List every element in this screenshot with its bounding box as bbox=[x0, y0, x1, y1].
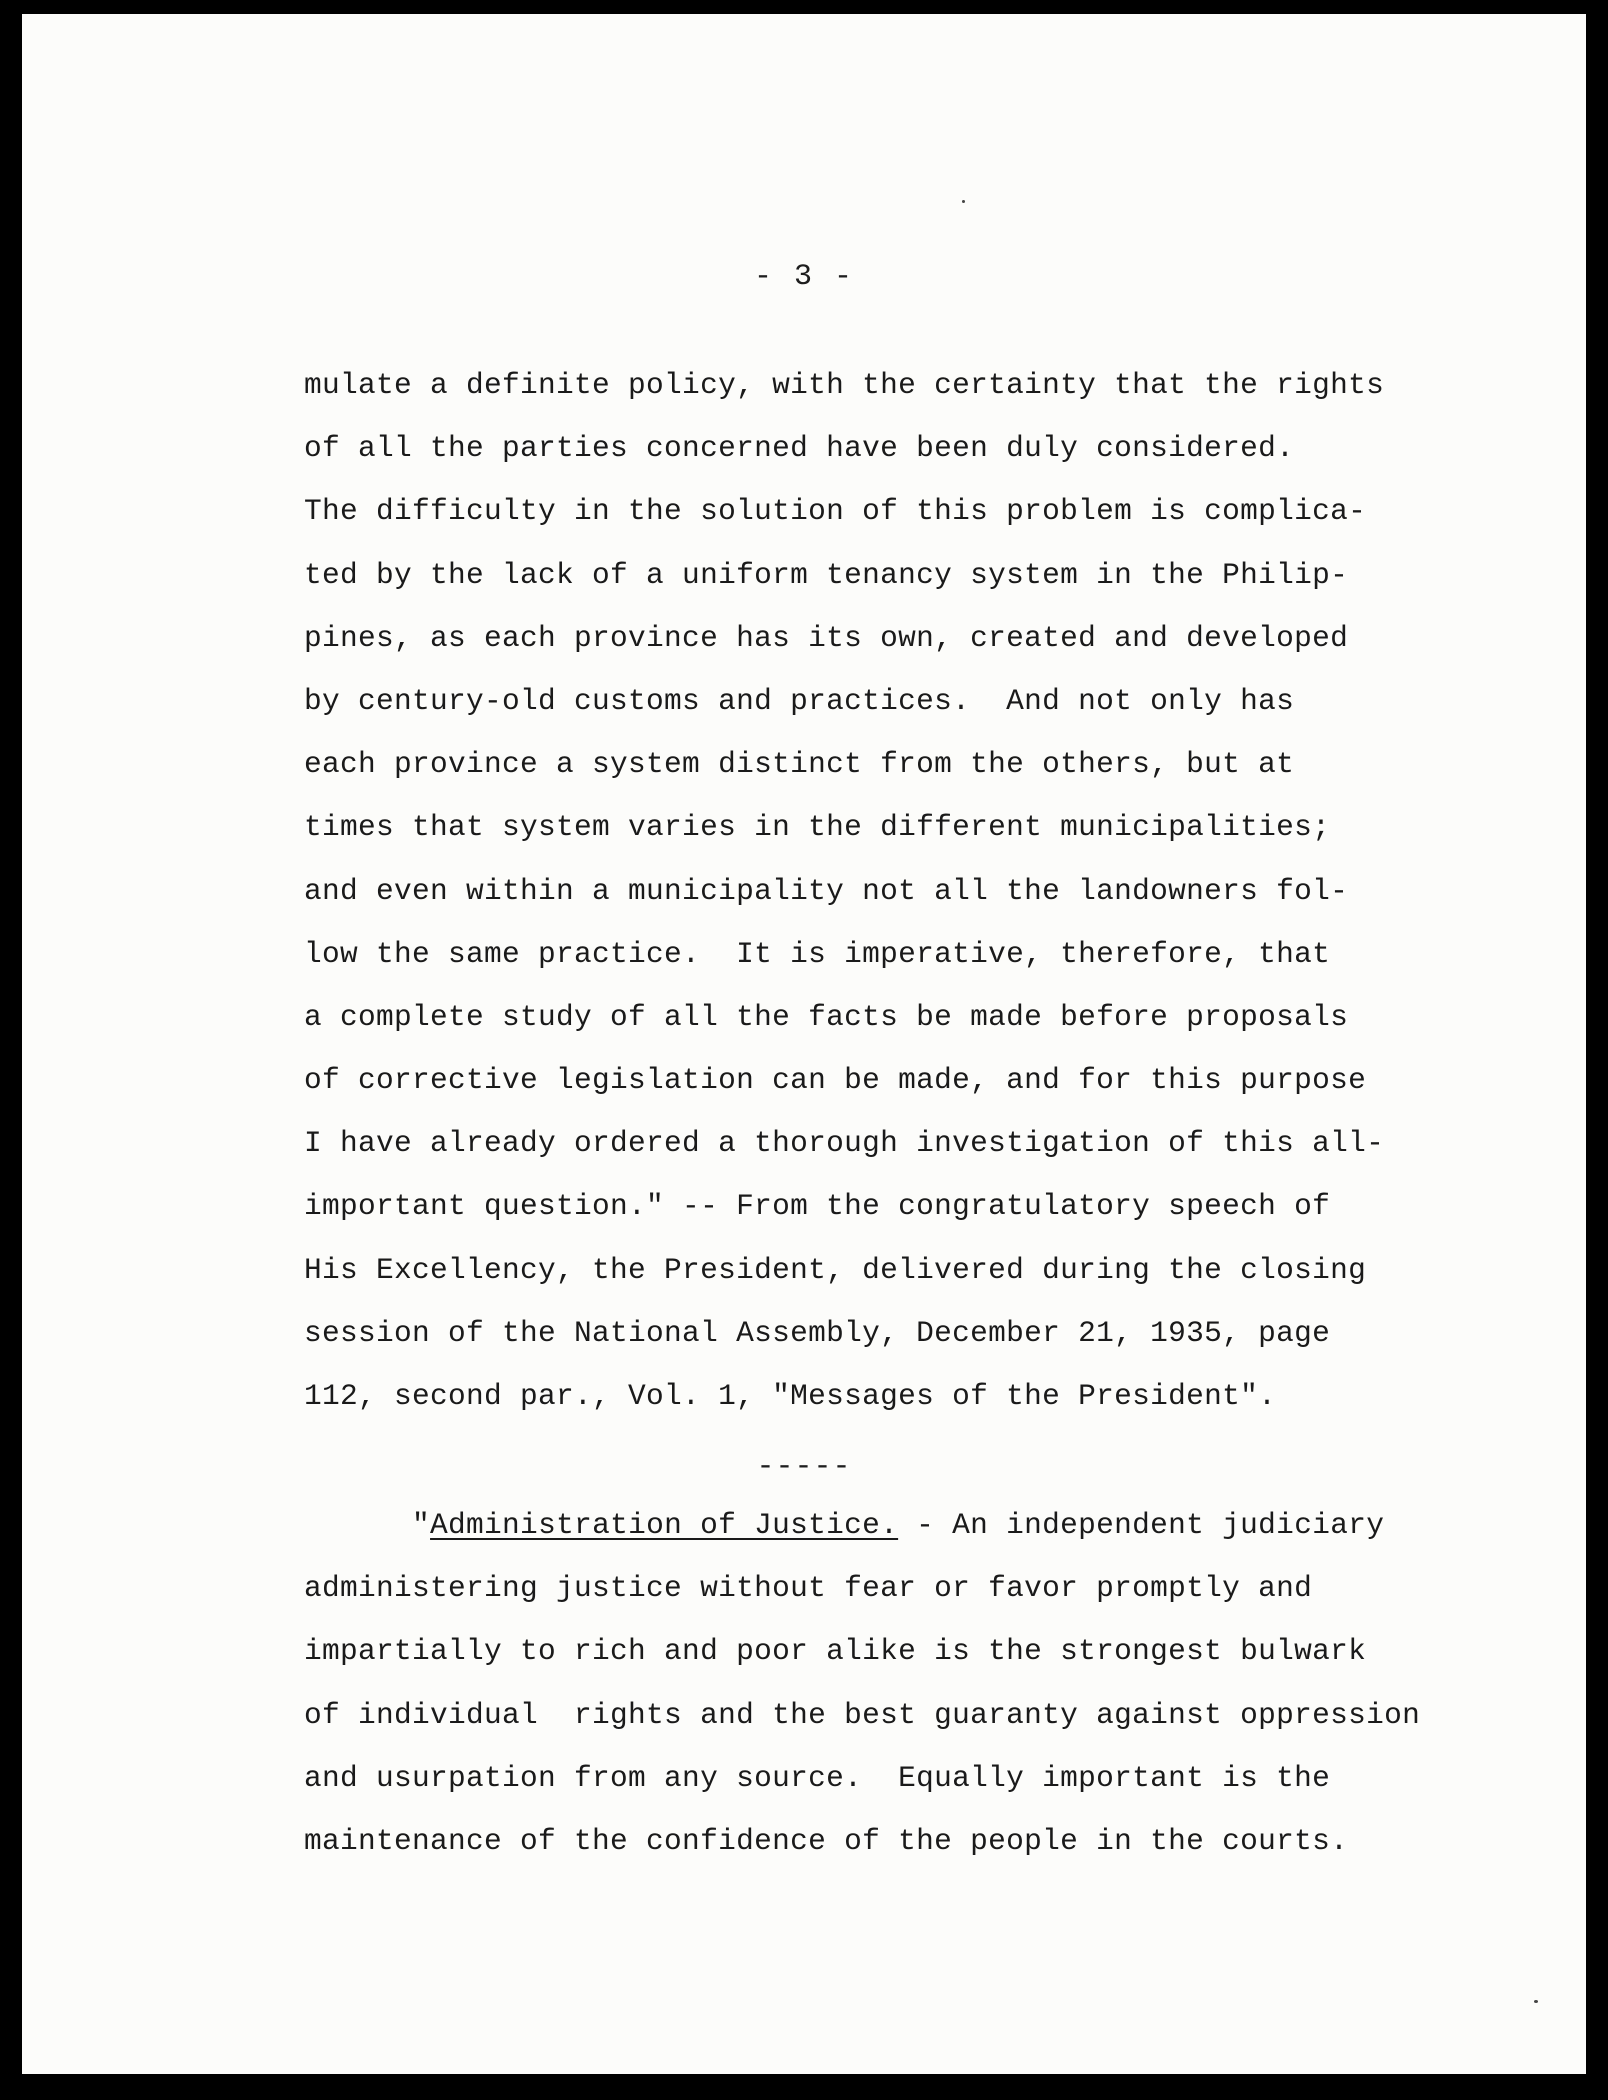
text-line: session of the National Assembly, December 21, 1935, page bbox=[304, 1315, 1331, 1350]
text-line: The difficulty in the solution of this problem is complica- bbox=[304, 494, 1367, 529]
ink-speck bbox=[1534, 2000, 1538, 2003]
text-line: His Excellency, the President, delivered during the closing bbox=[304, 1252, 1367, 1287]
text-line: by century-old customs and practices. And not only has bbox=[304, 683, 1295, 718]
text-line: pines, as each province has its own, created and developed bbox=[304, 620, 1349, 655]
text-line: administering justice without fear or favor promptly and bbox=[304, 1571, 1313, 1606]
text-line: each province a system distinct from the others, but at bbox=[304, 747, 1295, 782]
text-line: of all the parties concerned have been duly considered. bbox=[304, 431, 1295, 466]
text-line: I have already ordered a thorough investigation of this all- bbox=[304, 1126, 1385, 1161]
paragraph-1 bbox=[304, 354, 1544, 1428]
text-line-heading bbox=[304, 1494, 1564, 1557]
text-line: and even within a municipality not all the landowners fol- bbox=[304, 873, 1349, 908]
text-line: maintenance of the confidence of the people in the courts. bbox=[304, 1823, 1349, 1858]
text-line: ted by the lack of a uniform tenancy system in the Philip- bbox=[304, 557, 1349, 592]
page-number: - 3 - bbox=[753, 260, 854, 294]
document-page bbox=[22, 14, 1586, 2074]
text-line: mulate a definite policy, with the certainty that the rights bbox=[304, 368, 1385, 402]
paragraph-2 bbox=[304, 1494, 1564, 1873]
text-line: a complete study of all the facts be made before proposals bbox=[304, 999, 1349, 1034]
text-line: 112, second par., Vol. 1, "Messages of the President". bbox=[304, 1379, 1277, 1413]
text-line: of individual rights and the best guaranty against oppression bbox=[304, 1697, 1421, 1732]
text-line: low the same practice. It is imperative, therefore, that bbox=[304, 936, 1331, 971]
text-line: and usurpation from any source. Equally important is the bbox=[304, 1760, 1331, 1795]
indent bbox=[304, 1508, 412, 1542]
quote-mark: " bbox=[412, 1508, 431, 1542]
heading-continuation: - An independent judiciary bbox=[898, 1508, 1385, 1542]
text-line: times that system varies in the different municipalities; bbox=[304, 810, 1331, 845]
text-line: of corrective legislation can be made, and for this purpose bbox=[304, 1063, 1367, 1098]
ink-speck bbox=[962, 200, 965, 203]
text-line: important question." -- From the congratulatory speech of bbox=[304, 1189, 1331, 1224]
text-line: impartially to rich and poor alike is the strongest bulwark bbox=[304, 1634, 1367, 1669]
section-divider: ----- bbox=[756, 1450, 852, 1484]
section-heading: Administration of Justice. bbox=[430, 1508, 899, 1542]
